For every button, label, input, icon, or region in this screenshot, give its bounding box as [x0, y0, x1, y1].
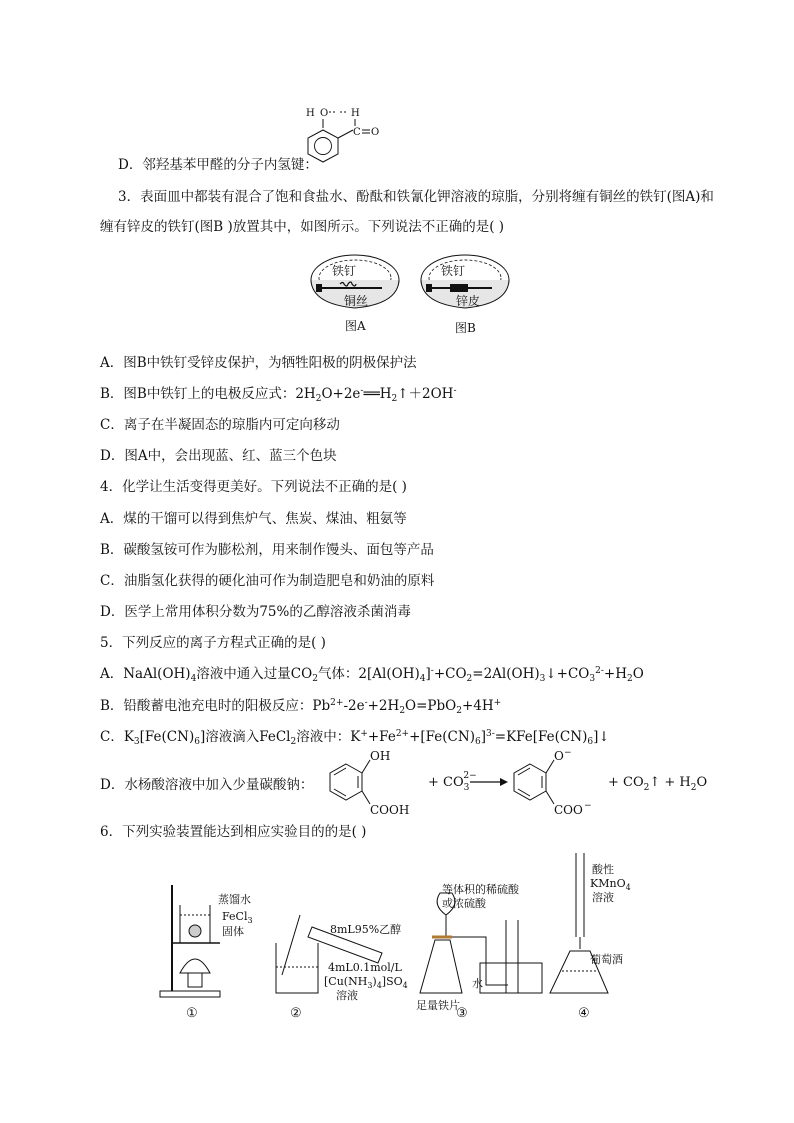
struct-h1: H: [306, 108, 315, 119]
figb-caption: 图B: [455, 321, 476, 335]
app4-acid: 酸性: [592, 863, 614, 876]
salicylate-product: [514, 748, 592, 817]
q3-stem-line1: 3．表面皿中都装有混合了饱和食盐水、酚酞和铁氰化钾溶液的琼脂，分别将缠有铜丝的铁钉(图A)和: [118, 189, 714, 205]
q3-figure: [310, 248, 510, 340]
apparatus-1: [160, 885, 253, 1021]
figa-nail-label: 铁钉: [332, 264, 357, 278]
sa-cooh: COOH: [370, 803, 410, 817]
app4-kmno4: KMnO$_4$: [590, 877, 631, 892]
struct-o1: O: [320, 108, 329, 119]
q5-option-d-text: D．水杨酸溶液中加入少量碳酸钠：: [100, 777, 314, 793]
app4-num: ④: [578, 1006, 590, 1021]
app2-num: ②: [290, 1006, 302, 1021]
q3-option-a: A．图B中铁钉受锌皮保护，为牺牲阳极的阴极保护法: [100, 355, 417, 371]
app2-conc: 4mL0.1mol/L: [328, 961, 402, 974]
app2-ethanol: 8mL95%乙醇: [330, 923, 402, 936]
app3-acid1: 等体积的稀硫酸: [442, 883, 519, 896]
struct-h2: H: [351, 108, 360, 119]
app1-water: 蒸馏水: [218, 893, 251, 906]
apparatus-4: [550, 853, 631, 1021]
figure-a: [311, 255, 399, 333]
figb-nail-label: 铁钉: [441, 264, 466, 278]
q3-stem-line2: 缠有锌皮的铁钉(图B )放置其中，如图所示。下列说法不正确的是( ): [100, 219, 505, 235]
struct-c: C: [353, 127, 361, 138]
products-tail: + $CO_2↑ + H_2O$: [608, 775, 708, 793]
app4-wine: 葡萄酒: [590, 953, 623, 966]
q4-option-d: D．医学上常用体积分数为75%的乙醇溶液杀菌消毒: [100, 604, 411, 620]
q2-option-d: D．邻羟基苯甲醛的分子内氢键：: [118, 157, 318, 173]
app1-fecl3: FeCl$_3$: [222, 910, 253, 925]
q6-apparatus: [150, 845, 630, 1025]
salicylic-acid: [330, 749, 409, 817]
app1-solid: 固体: [222, 925, 244, 938]
q4-option-c: C．油脂氢化获得的硬化油可作为制造肥皂和奶油的原料: [100, 573, 435, 589]
q5-option-c: C．$K_3[Fe(CN)_6]$溶液滴入FeCl$_2$溶液中：$K^++Fe^{2+}+[Fe(CN)_6]^{3-}=KFe[Fe(CN)_6]↓$: [100, 729, 610, 747]
app1-num: ①: [186, 1006, 198, 1021]
figb-wire-label: 锌皮: [456, 294, 481, 308]
q4-option-b: B．碳酸氢铵可作为膨松剂，用来制作馒头、面包等产品: [100, 542, 434, 558]
q3-option-b: B．图B中铁钉上的电极反应式：$2H_2O+2e^-══H_2↑+2OH^-$: [100, 386, 457, 404]
prod-o-minus: −: [564, 748, 572, 758]
prod-coo: COO: [554, 803, 583, 817]
app2-sol: 溶液: [336, 989, 358, 1002]
q4-stem: 4．化学让生活变得更美好。下列说法不正确的是( ): [100, 479, 407, 495]
prod-coo-minus: −: [584, 801, 592, 811]
struct-o2: O: [371, 127, 380, 138]
q5-d-equation: [318, 748, 708, 818]
q5-option-b: B．铅酸蓄电池充电时的阳极反应：$Pb^{2+}-2e^-+2H_2O=PbO_2+4H^+$: [100, 698, 502, 716]
app3-num: ③: [456, 1006, 468, 1021]
carbonate-term: + $CO_32-$: [428, 771, 477, 793]
q4-option-a: A．煤的干馏可以得到焦炉气、焦炭、煤油、粗氨等: [100, 511, 407, 527]
app3-acid2: 或浓硫酸: [442, 897, 486, 910]
q3-option-c: C．离子在半凝固态的琼脂内可定向移动: [100, 417, 340, 433]
app4-sol: 溶液: [592, 891, 614, 904]
figa-caption: 图A: [345, 319, 366, 333]
figa-wire-label: 铜丝: [344, 294, 369, 308]
prod-o: O: [554, 749, 564, 763]
q6-stem: 6．下列实验装置能达到相应实验目的的是( ): [100, 824, 367, 840]
apparatus-3: [416, 882, 542, 1021]
app3-iron: 足量铁片: [416, 999, 460, 1012]
q5-option-a: A．$NaAl(OH)_4$溶液中通入过量$CO_2$气体：$2[Al(OH)_4]^-+CO_2=2Al(OH)_3↓+CO_3^{2-}+H_2O$: [100, 666, 644, 684]
figure-b: [421, 255, 509, 335]
sa-oh: OH: [370, 749, 391, 763]
app2-complex: $[Cu(NH_3)_4]SO_4$: [324, 975, 408, 990]
app3-water: 水: [472, 977, 483, 990]
apparatus-2: [276, 915, 408, 1021]
q5-stem: 5．下列反应的离子方程式正确的是( ): [100, 635, 326, 651]
q3-option-d: D．图A中，会出现蓝、红、蓝三个色块: [100, 448, 337, 464]
